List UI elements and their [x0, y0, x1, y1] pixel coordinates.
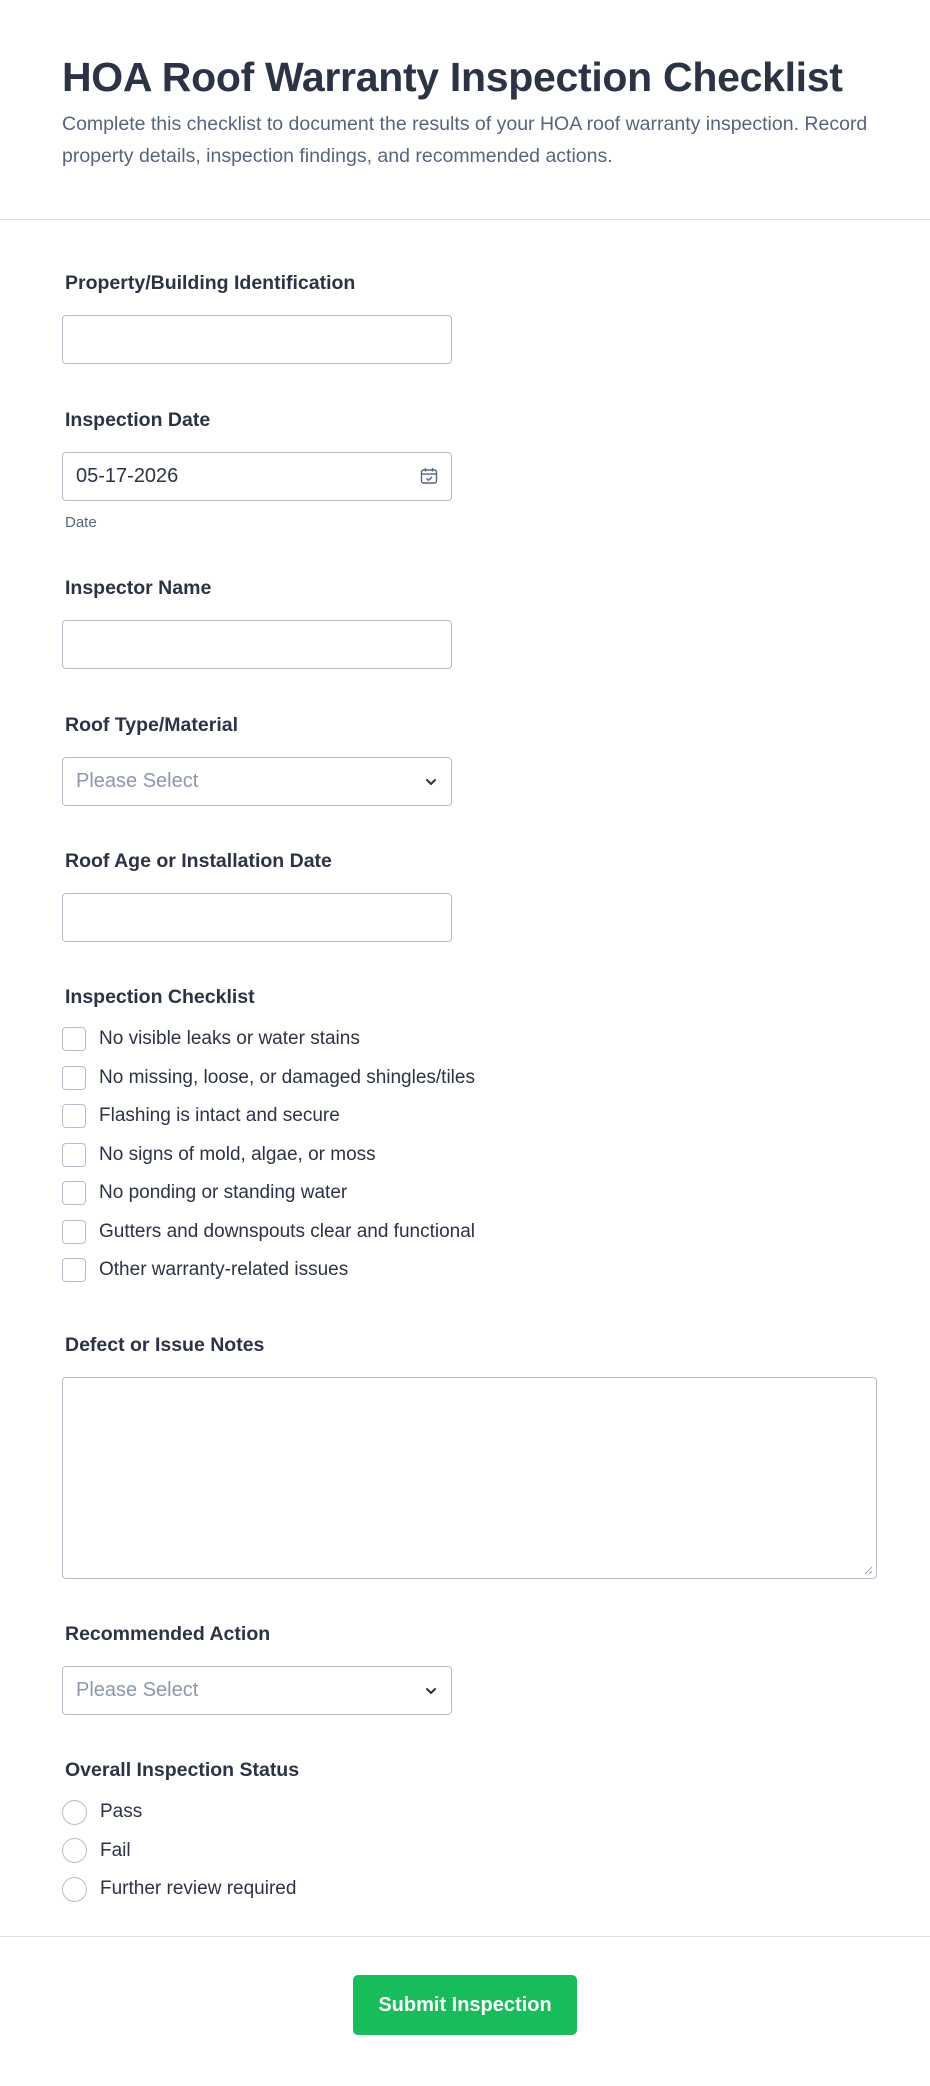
checkbox[interactable] [62, 1258, 86, 1282]
notes-textarea[interactable] [62, 1377, 877, 1579]
inspector-label: Inspector Name [65, 577, 212, 599]
checklist-option[interactable] [62, 1097, 475, 1136]
inspection-date-sublabel: Date [65, 514, 97, 531]
inspection-date-label: Inspection Date [65, 409, 211, 431]
inspection-form [0, 220, 930, 1937]
checklist-option[interactable] [62, 1059, 475, 1098]
property-field [62, 270, 452, 364]
calendar-icon[interactable] [420, 467, 438, 485]
resize-handle-icon[interactable] [862, 1564, 873, 1575]
roof-type-label: Roof Type/Material [65, 714, 238, 736]
submit-button[interactable]: Submit Inspection [353, 1975, 577, 2035]
inspector-field [62, 575, 452, 669]
checklist-option-label: No ponding or standing water [99, 1182, 348, 1204]
checklist-options [62, 1020, 475, 1290]
checkbox[interactable] [62, 1143, 86, 1167]
status-option-label: Further review required [100, 1878, 297, 1900]
checklist-option-label: No signs of mold, algae, or moss [99, 1143, 376, 1165]
radio-button[interactable] [62, 1800, 87, 1825]
inspector-input[interactable] [62, 620, 452, 669]
form-header [0, 0, 930, 220]
property-label: Property/Building Identification [65, 272, 356, 294]
notes-field [62, 1332, 877, 1579]
recommended-action-label: Recommended Action [65, 1623, 271, 1645]
checklist-option[interactable] [62, 1251, 475, 1290]
property-input[interactable] [62, 315, 452, 364]
status-field [62, 1757, 299, 1909]
status-option[interactable] [62, 1832, 299, 1871]
radio-button[interactable] [62, 1877, 87, 1902]
status-option[interactable] [62, 1870, 299, 1909]
roof-type-select[interactable] [62, 757, 452, 806]
chevron-down-icon [424, 775, 438, 789]
status-options [62, 1793, 299, 1909]
checklist-option[interactable] [62, 1020, 475, 1059]
checkbox[interactable] [62, 1104, 86, 1128]
form-footer [0, 1937, 930, 2085]
checklist-option[interactable] [62, 1174, 475, 1213]
page-subtitle: Complete this checklist to document the results of your HOA roof warranty inspection. Record property details, inspection findings, and recommended actions. [62, 113, 868, 167]
checklist-option-label: No missing, loose, or damaged shingles/tiles [99, 1066, 475, 1088]
recommended-action-field [62, 1621, 452, 1715]
chevron-down-icon [424, 1684, 438, 1698]
inspection-date-field [62, 407, 452, 531]
roof-age-label: Roof Age or Installation Date [65, 850, 332, 872]
checklist-option-label: No visible leaks or water stains [99, 1028, 360, 1050]
recommended-action-select[interactable] [62, 1666, 452, 1715]
inspection-date-value: 05-17-2026 [76, 465, 179, 487]
checklist-option[interactable] [62, 1213, 475, 1252]
recommended-action-placeholder: Please Select [76, 1679, 199, 1701]
checklist-option-label: Flashing is intact and secure [99, 1105, 340, 1127]
roof-type-placeholder: Please Select [76, 770, 199, 792]
checkbox[interactable] [62, 1220, 86, 1244]
checklist-option-label: Other warranty-related issues [99, 1259, 349, 1281]
roof-type-field [62, 712, 452, 806]
checkbox[interactable] [62, 1066, 86, 1090]
status-label: Overall Inspection Status [65, 1759, 300, 1781]
radio-button[interactable] [62, 1838, 87, 1863]
checklist-field [62, 984, 475, 1290]
checklist-label: Inspection Checklist [65, 986, 255, 1008]
roof-age-input[interactable] [62, 893, 452, 942]
roof-age-field [62, 848, 452, 942]
page-title: HOA Roof Warranty Inspection Checklist [62, 54, 843, 100]
checkbox[interactable] [62, 1027, 86, 1051]
checklist-option[interactable] [62, 1136, 475, 1175]
status-option-label: Fail [100, 1839, 131, 1861]
status-option-label: Pass [100, 1801, 143, 1823]
inspection-date-input[interactable] [62, 452, 452, 501]
checklist-option-label: Gutters and downspouts clear and functional [99, 1220, 476, 1242]
checkbox[interactable] [62, 1181, 86, 1205]
notes-label: Defect or Issue Notes [65, 1334, 265, 1356]
status-option[interactable] [62, 1793, 299, 1832]
